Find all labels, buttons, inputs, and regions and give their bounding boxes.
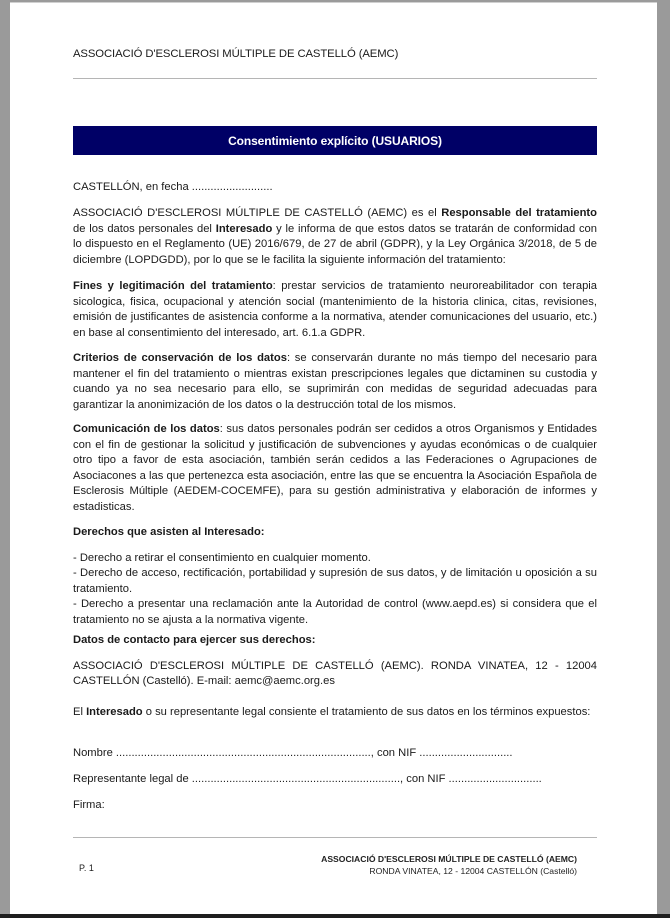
footer-address-block: [321, 854, 577, 877]
firma-field[interactable]: Firma:: [73, 799, 105, 811]
section-text: : sus datos personales podrán ser cedidos a otros Organismos y Entidades con el fin de gestionar la solicitud y justificación de subvenciones y ayudas económicas o de cualquier otro tipo a favor de esta asociación, también serán cedidos a las Federaciones o Agrupaciones de Asociacones a las que pertenezca esta asociación, entre las que se encuentra la Asociación Española de Esclerosis Múltiple (AEDEM-COCEMFE), para su gestión administrativa y elaboración de informes y estadisticas.: [73, 423, 598, 513]
section-heading: Fines y legitimación del tratamiento: [73, 280, 273, 292]
document-title: Consentimiento explícito (USUARIOS): [228, 133, 442, 148]
intro-interesado: Interesado: [215, 222, 273, 235]
document-page: [10, 2, 657, 914]
consent-text: o su representante legal consiente el tratamiento de sus datos en los términos expuestos:: [142, 706, 591, 718]
section-heading: Comunicación de los datos: [73, 423, 220, 435]
section-comunicacion: [73, 422, 597, 516]
rights-item: - Derecho a presentar una reclamación ante la Autoridad de control (www.aepd.es) si considera que el tratamiento no se ajusta a la normativa vigente.: [73, 598, 597, 626]
date-line-block: [73, 180, 597, 196]
header-divider: [73, 78, 597, 79]
section-conservacion: [73, 351, 597, 413]
representante-field[interactable]: Representante legal de ..................................................................., con NIF ..............................: [73, 773, 542, 785]
section-heading: Criterios de conservación de los datos: [73, 352, 287, 364]
intro-responsable: Responsable del tratamiento: [441, 207, 597, 219]
date-line: CASTELLÓN, en fecha ..........................: [73, 181, 273, 193]
rights-section: [73, 525, 597, 629]
consent-interesado: Interesado: [86, 706, 143, 718]
viewer-bottom-bar: [0, 914, 670, 918]
footer-address: RONDA VINATEA, 12 - 12004 CASTELLÓN (Castelló): [369, 865, 577, 876]
rights-heading: Derechos que asisten al Interesado:: [73, 526, 265, 538]
document-title-bar: [73, 126, 597, 155]
consent-text: El: [73, 706, 87, 718]
intro-paragraph: [73, 206, 597, 268]
section-fines: [73, 279, 597, 341]
intro-text: y le informa de que estos datos se tratarán de conformidad con lo dispuesto en el Reglamento (UE) 2016/679, de 27 de abril (GDPR), y la Ley Orgánica 3/2018, de 5 de diciembre (LOPDGDD), por lo que se le facilita la siguiente información del tratamiento:: [73, 222, 597, 266]
contact-heading: Datos de contacto para ejercer sus derechos:: [73, 634, 316, 646]
contact-text: ASSOCIACIÓ D'ESCLEROSI MÚLTIPLE DE CASTELLÓ (AEMC). RONDA VINATEA, 12 - 12004 CASTELLÓN (Castelló). E-mail: aemc@aemc.org.es: [73, 659, 597, 688]
section-text: : prestar servicios de tratamiento neuroreabilitador con terapia sicologica, fisica, ocupacional y atención social (mantenimiento de la historia clinica, citas, revisiones, emisión de justificantes de asistencia conforme a la normativa, atender comunicaciones del usuario, etc.) en base al consentimiento del interesado, art. 6.1.a GDPR.: [73, 280, 597, 339]
rights-item: - Derecho a retirar el consentimiento en cualquier momento.: [73, 551, 371, 564]
footer-divider: [73, 837, 597, 838]
form-firma-row[interactable]: [73, 798, 597, 814]
form-nombre-row[interactable]: [73, 746, 597, 762]
intro-text: de los datos personales del: [73, 222, 216, 235]
page-number: P. 1: [79, 863, 94, 873]
rights-item: - Derecho de acceso, rectificación, portabilidad y supresión de sus datos, y de limitación u oposición a su tratamiento.: [73, 567, 597, 595]
contact-section: [73, 633, 597, 690]
footer-organization: ASSOCIACIÓ D'ESCLEROSI MÚLTIPLE DE CASTELLÓ (AEMC): [321, 854, 577, 864]
section-text: : se conservarán durante no más tiempo del necesario para mantener el fin del tratamiento o mientras existan prescripciones legales que dictaminen su custodia y cuando ya no sea necesario para ello, se suprimirán con medidas de seguridad adecuadas para garantizar la anonimización de los datos o la destrucción total de los mismos.: [73, 352, 597, 411]
intro-text: ASSOCIACIÓ D'ESCLEROSI MÚLTIPLE DE CASTELLÓ (AEMC) es el: [73, 207, 442, 219]
form-representante-row[interactable]: [73, 772, 597, 788]
consent-paragraph: [73, 705, 597, 721]
nombre-field[interactable]: Nombre .................................................................................., con NIF ..............................: [73, 747, 513, 759]
header-organization: ASSOCIACIÓ D'ESCLEROSI MÚLTIPLE DE CASTELLÓ (AEMC): [73, 48, 399, 60]
